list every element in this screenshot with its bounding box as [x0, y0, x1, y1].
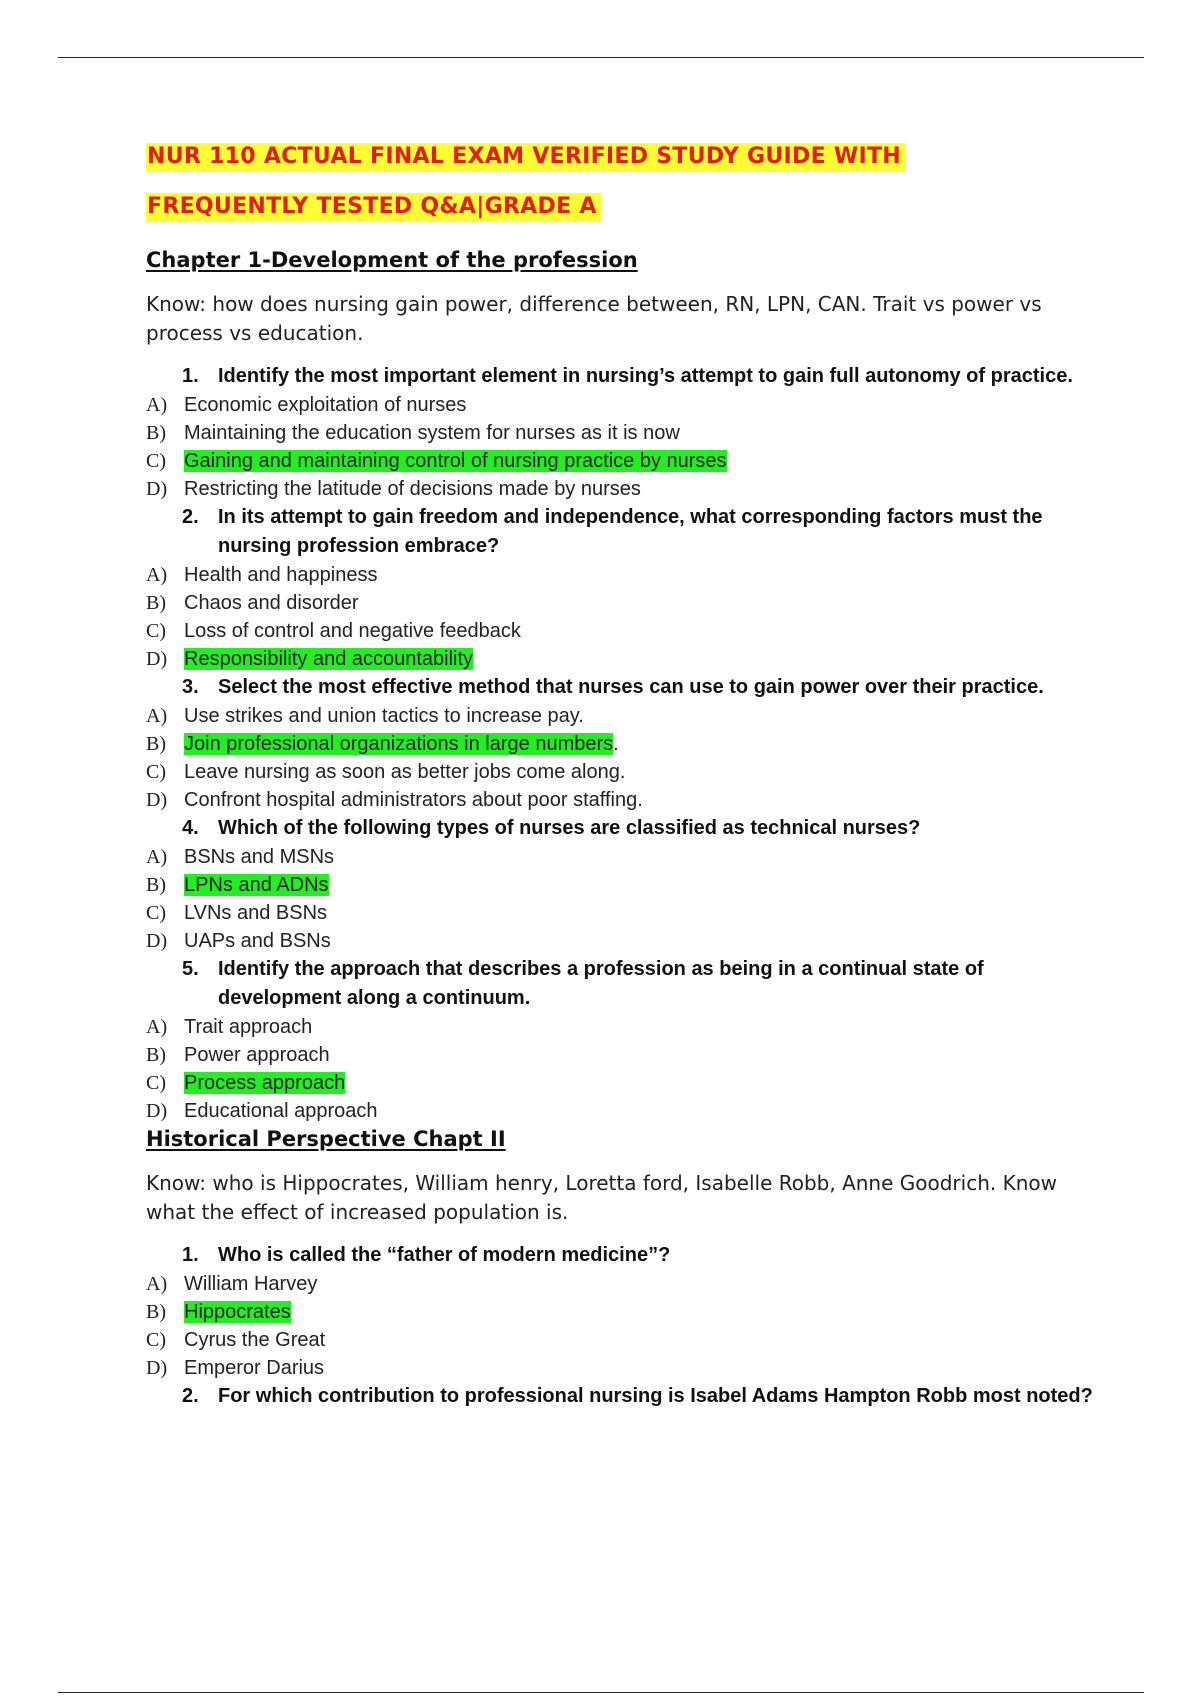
chapters-container — [146, 248, 1106, 1411]
option-text: Emperor Darius — [184, 1357, 325, 1379]
question-number: 1. — [182, 365, 199, 387]
answer-option-correct — [146, 1069, 1106, 1097]
option-text: Leave nursing as soon as better jobs come along. — [184, 761, 626, 783]
option-letter: B) — [146, 874, 166, 896]
highlighted-answer-text: Process approach — [184, 1072, 346, 1094]
question-text: Who is called the “father of modern medicine”? — [218, 1244, 671, 1266]
answer-option — [146, 1013, 1106, 1041]
answer-option — [146, 786, 1106, 814]
question — [146, 1382, 1106, 1411]
answer-option — [146, 1326, 1106, 1354]
option-text: LVNs and BSNs — [184, 902, 328, 924]
option-letter: D) — [146, 1357, 168, 1379]
title-line-2: FREQUENTLY TESTED Q&A|GRADE A — [146, 194, 1106, 218]
answer-option — [146, 1097, 1106, 1125]
answer-option-correct — [146, 730, 1106, 758]
option-text: Trait approach — [184, 1016, 313, 1038]
document-page — [146, 144, 1106, 1411]
option-letter: A) — [146, 394, 168, 416]
option-letter: C) — [146, 761, 166, 783]
question-text: In its attempt to gain freedom and independence, what corresponding factors must the nursing profession embrace? — [218, 506, 1043, 557]
answer-option-correct — [146, 1298, 1106, 1326]
option-letter: C) — [146, 1329, 166, 1351]
question-number: 1. — [182, 1244, 199, 1266]
chapter-heading: Chapter 1-Development of the profession — [146, 248, 638, 272]
answer-option — [146, 927, 1106, 955]
question — [146, 814, 1106, 843]
question-number: 3. — [182, 676, 199, 698]
question — [146, 673, 1106, 702]
answer-option — [146, 561, 1106, 589]
option-text: Restricting the latitude of decisions made by nurses — [184, 478, 641, 500]
option-text: UAPs and BSNs — [184, 930, 331, 952]
answer-option — [146, 1270, 1106, 1298]
question-number: 2. — [182, 506, 199, 528]
chapter-section — [146, 248, 1106, 1125]
option-letter: D) — [146, 930, 168, 952]
option-text: Health and happiness — [184, 564, 378, 586]
option-letter: B) — [146, 1301, 166, 1323]
option-letter: B) — [146, 1044, 166, 1066]
answer-option — [146, 899, 1106, 927]
know-paragraph: Know: how does nursing gain power, difference between, RN, LPN, CAN. Trait vs power vs process vs education. — [146, 292, 1042, 345]
answer-option — [146, 1354, 1106, 1382]
answer-option — [146, 391, 1106, 419]
option-text: William Harvey — [184, 1273, 318, 1295]
highlighted-answer-text: Responsibility and accountability — [184, 648, 474, 670]
question-number: 5. — [182, 958, 199, 980]
answer-option — [146, 758, 1106, 786]
answer-option — [146, 1041, 1106, 1069]
option-text: Economic exploitation of nurses — [184, 394, 467, 416]
option-text: Maintaining the education system for nurses as it is now — [184, 422, 680, 444]
answer-option — [146, 843, 1106, 871]
option-letter: A) — [146, 564, 168, 586]
option-letter: D) — [146, 1100, 168, 1122]
option-letter: A) — [146, 705, 168, 727]
option-letter: C) — [146, 1072, 166, 1094]
question-text: Select the most effective method that nurses can use to gain power over their practice. — [218, 676, 1044, 698]
title-line-1: NUR 110 ACTUAL FINAL EXAM VERIFIED STUDY GUIDE WITH — [146, 144, 1106, 168]
answer-option — [146, 475, 1106, 503]
answer-option-correct — [146, 447, 1106, 475]
question-text: For which contribution to professional nursing is Isabel Adams Hampton Robb most noted? — [218, 1385, 1093, 1407]
option-text: Cyrus the Great — [184, 1329, 326, 1351]
highlighted-answer-text: Join professional organizations in large numbers — [184, 733, 614, 755]
chapter-heading: Historical Perspective Chapt II — [146, 1127, 506, 1151]
option-letter: C) — [146, 902, 166, 924]
highlighted-answer-text: Hippocrates — [184, 1301, 291, 1323]
answer-option-correct — [146, 871, 1106, 899]
option-suffix: . — [613, 733, 619, 755]
top-rule — [58, 57, 1144, 58]
option-letter: C) — [146, 620, 166, 642]
option-letter: C) — [146, 450, 166, 472]
highlighted-answer-text: LPNs and ADNs — [184, 874, 329, 896]
option-letter: D) — [146, 648, 168, 670]
option-text: Chaos and disorder — [184, 592, 359, 614]
question-text: Which of the following types of nurses are classified as technical nurses? — [218, 817, 921, 839]
highlighted-answer-text: Gaining and maintaining control of nursing practice by nurses — [184, 450, 727, 472]
answer-option — [146, 702, 1106, 730]
question — [146, 1241, 1106, 1270]
bottom-rule — [58, 1692, 1144, 1693]
option-letter: B) — [146, 733, 166, 755]
option-text: Confront hospital administrators about poor staffing. — [184, 789, 643, 811]
option-letter: B) — [146, 592, 166, 614]
option-text: Power approach — [184, 1044, 330, 1066]
option-letter: B) — [146, 422, 166, 444]
option-letter: D) — [146, 789, 168, 811]
question-text: Identify the most important element in nursing’s attempt to gain full autonomy of practice. — [218, 365, 1073, 387]
answer-option — [146, 589, 1106, 617]
answer-option-correct — [146, 645, 1106, 673]
answer-option — [146, 617, 1106, 645]
option-letter: A) — [146, 846, 168, 868]
question — [146, 503, 1106, 561]
question — [146, 955, 1106, 1013]
option-text: Loss of control and negative feedback — [184, 620, 521, 642]
question — [146, 362, 1106, 391]
option-text: Educational approach — [184, 1100, 378, 1122]
option-letter: A) — [146, 1016, 168, 1038]
option-text: Use strikes and union tactics to increase pay. — [184, 705, 584, 727]
answer-option — [146, 419, 1106, 447]
option-letter: A) — [146, 1273, 168, 1295]
question-number: 2. — [182, 1385, 199, 1407]
option-letter: D) — [146, 478, 168, 500]
know-paragraph: Know: who is Hippocrates, William henry, Loretta ford, Isabelle Robb, Anne Goodrich. Know what the effect of increased population is. — [146, 1171, 1057, 1224]
chapter-section — [146, 1127, 1106, 1411]
option-text: BSNs and MSNs — [184, 846, 335, 868]
question-text: Identify the approach that describes a profession as being in a continual state of development along a continuum. — [218, 958, 984, 1009]
question-number: 4. — [182, 817, 199, 839]
